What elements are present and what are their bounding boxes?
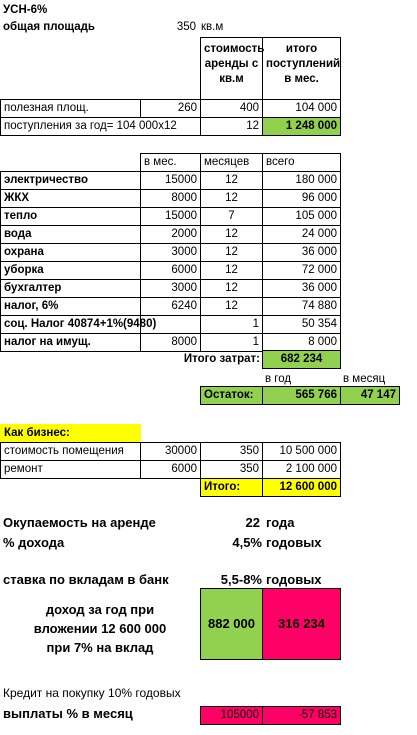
rent-col-header: стоимость аренды с кв.м	[200, 37, 263, 100]
cost-row-label: налог на имущ.	[0, 333, 141, 352]
cost-row-month: 8000	[140, 189, 201, 208]
income-col-header: итого поступлений в мес.	[262, 37, 341, 100]
yearly-income-diff: 316 234	[262, 588, 341, 660]
costs-total-label: Итого затрат:	[183, 353, 260, 365]
business-title: Как бизнес:	[0, 424, 141, 443]
year-months: 12	[200, 117, 263, 136]
cost-row-month: 6000	[140, 261, 201, 280]
year-income-label: поступления за год= 104 000х12	[0, 117, 201, 136]
useful-income: 104 000	[262, 99, 341, 118]
cost-row-total: 72 000	[262, 261, 341, 280]
costs-header-months: месяцев	[200, 153, 263, 172]
cost-row-months: 12	[200, 171, 263, 190]
business-total-value: 12 600 000	[262, 478, 341, 497]
cost-row-total: 24 000	[262, 225, 341, 244]
business-row-qty: 350	[200, 442, 263, 461]
costs-total-value: 682 234	[262, 350, 341, 369]
area-value: 350	[176, 21, 196, 33]
cost-row-total: 74 880	[262, 297, 341, 316]
costs-header-month: в мес.	[140, 153, 201, 172]
cost-row-months: 12	[200, 297, 263, 316]
business-row-label: ремонт	[0, 460, 141, 479]
remain-label: Остаток:	[200, 386, 263, 405]
business-row-total: 10 500 000	[262, 442, 341, 461]
cost-row-month: 6240	[140, 297, 201, 316]
cost-row-months: 12	[200, 261, 263, 280]
cost-row-month: 8000	[140, 333, 201, 352]
cost-row-months: 7	[200, 207, 263, 226]
cost-row-month: 15000	[140, 171, 201, 190]
cost-row-month	[140, 315, 201, 334]
cost-row-label: соц. Налог 40874+1%(9480)	[0, 315, 141, 334]
payback-unit: года	[266, 515, 295, 530]
income-pct-value: 4,5%	[232, 535, 262, 550]
business-row-price: 6000	[140, 460, 201, 479]
remain-month: 47 147	[340, 386, 400, 405]
yearly-income-line1: доход за год при	[45, 602, 155, 617]
cost-row-month: 3000	[140, 243, 201, 262]
sheet-title: УСН-6%	[3, 4, 48, 16]
cost-row-label: электричество	[0, 171, 141, 190]
income-pct-unit: годовых	[266, 535, 322, 550]
cost-row-total: 96 000	[262, 189, 341, 208]
payback-label: Окупаемость на аренде	[3, 515, 156, 530]
useful-rent: 400	[200, 99, 263, 118]
cost-row-total: 180 000	[262, 171, 341, 190]
yearly-income-line3: при 7% на вклад	[46, 640, 154, 655]
cost-row-months: 12	[200, 243, 263, 262]
business-row-qty: 350	[200, 460, 263, 479]
cost-row-total: 50 354	[262, 315, 341, 334]
per-month-label: в месяц	[343, 373, 386, 385]
cost-row-months: 12	[200, 279, 263, 298]
useful-area-label: полезная площ.	[0, 99, 141, 118]
cost-row-label: вода	[0, 225, 141, 244]
deposit-unit: годовых	[266, 572, 322, 587]
business-row-price: 30000	[140, 442, 201, 461]
yearly-income-value: 882 000	[200, 588, 263, 660]
cost-row-label: налог, 6%	[0, 297, 141, 316]
area-unit: кв.м	[201, 21, 224, 33]
deposit-value: 5,5-8%	[220, 572, 262, 587]
cost-row-total: 36 000	[262, 279, 341, 298]
business-row-total: 2 100 000	[262, 460, 341, 479]
cost-row-months: 12	[200, 189, 263, 208]
cost-row-label: уборка	[0, 261, 141, 280]
credit-label: Кредит на покупку 10% годовых	[3, 686, 181, 700]
payback-value: 22	[245, 515, 260, 530]
payments-diff: -57 853	[262, 706, 341, 725]
yearly-income-line2: вложении 12 600 000	[33, 621, 167, 636]
cost-row-label: тепло	[0, 207, 141, 226]
remain-year: 565 766	[262, 386, 341, 405]
cost-row-months: 1	[200, 315, 263, 334]
cost-row-label: бухгалтер	[0, 279, 141, 298]
year-income-total: 1 248 000	[262, 117, 341, 136]
deposit-label: ставка по вкладам в банк	[3, 572, 169, 587]
costs-header-total: всего	[262, 153, 341, 172]
payments-value: 105000	[200, 706, 263, 725]
income-pct-label: % дохода	[3, 535, 65, 550]
useful-area-value: 260	[140, 99, 201, 118]
cost-row-label: охрана	[0, 243, 141, 262]
cost-row-label: ЖКХ	[0, 189, 141, 208]
area-label: общая площадь	[3, 21, 96, 33]
business-row-label: стоимость помещения	[0, 442, 141, 461]
cost-row-months: 12	[200, 225, 263, 244]
per-year-label: в год	[265, 373, 292, 385]
payments-label: выплаты % в месяц	[3, 706, 133, 721]
cost-row-months: 1	[200, 333, 263, 352]
cost-row-total: 105 000	[262, 207, 341, 226]
cost-row-month: 15000	[140, 207, 201, 226]
business-total-label: Итого:	[200, 478, 263, 497]
cost-row-month: 2000	[140, 225, 201, 244]
cost-row-total: 8 000	[262, 333, 341, 352]
cost-row-total: 36 000	[262, 243, 341, 262]
cost-row-month: 3000	[140, 279, 201, 298]
